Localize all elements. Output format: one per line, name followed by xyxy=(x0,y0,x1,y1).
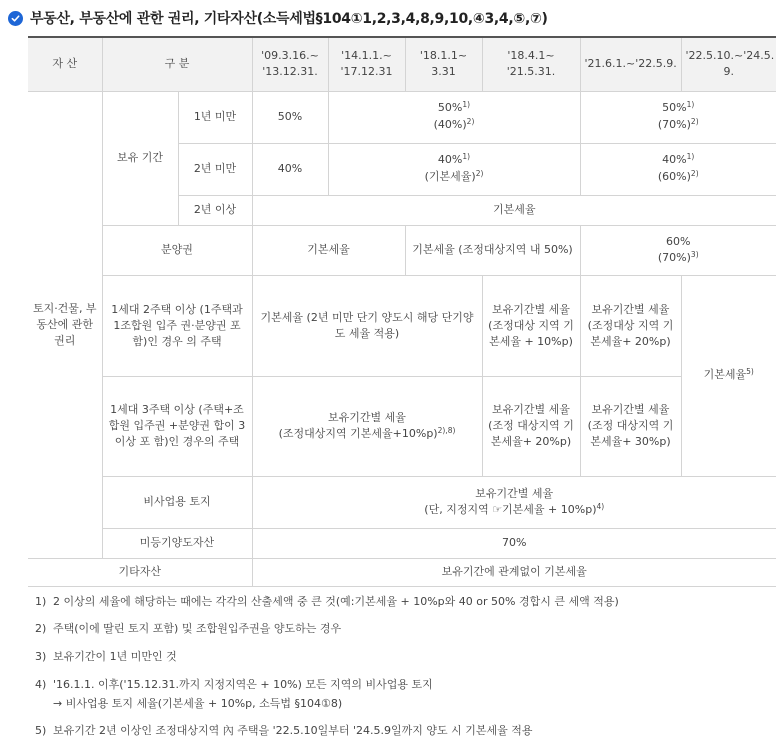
row-under-1-year xyxy=(28,91,776,143)
row-two-houses xyxy=(28,275,776,376)
presale-period3: 60% $(70\%)^{3)}$ xyxy=(580,225,776,275)
header-asset: 자 산 xyxy=(28,37,102,91)
header-period-2: '14.1.1.~ '17.12.31 xyxy=(328,37,405,91)
check-circle-icon xyxy=(8,11,23,26)
under2-label: 2년 미만 xyxy=(178,143,252,195)
nonbiz-label: 비사업용 토지 xyxy=(102,476,252,528)
footnote-5: 5) 보유기간 2년 이상인 조정대상지역 內 주택을 '22.5.10일부터 '24.5.9일까지 양도 시 기본세율 적용 xyxy=(35,724,533,737)
house3-label: 1세대 3주택 이상 (주택+조합원 입주권 +분양권 합이 3이상 포 함)인 경우의 주택 xyxy=(102,376,252,476)
house2-period1: 기본세율 (2년 미만 단기 양도시 해당 단기양도 세율 적용) xyxy=(252,275,482,376)
footnote-2: 2) 주택(이에 딸린 토지 포함) 및 조합원입주권을 양도하는 경우 xyxy=(35,622,342,635)
table-header-row xyxy=(28,37,776,91)
holding-period-label: 보유 기간 xyxy=(102,91,178,225)
other-value: 보유기간에 관계없이 기본세율 xyxy=(252,558,776,586)
house2-period2: 보유기간별 세율 (조정대상 지역 기본세율 + 10%p) xyxy=(482,275,580,376)
under2-period1: 40% xyxy=(252,143,328,195)
under2-period3: 40%$^{1)}$ $(60\%)^{2)}$ xyxy=(580,143,776,195)
house3-period1: 보유기간별 세율 (조정대상지역 기본세율+10%p)$^{2),8)}$ xyxy=(252,376,482,476)
presale-period2: 기본세율 (조정대상지역 내 50%) xyxy=(405,225,580,275)
under1-period1: 50% xyxy=(252,91,328,143)
over2-value: 기본세율 xyxy=(252,195,776,225)
over2-label: 2년 이상 xyxy=(178,195,252,225)
unregistered-value: 70% xyxy=(252,528,776,558)
header-category: 구 분 xyxy=(102,37,252,91)
header-period-5: '21.6.1.~'22.5.9. xyxy=(580,37,681,91)
header-period-4: '18.4.1~ '21.5.31. xyxy=(482,37,580,91)
header-period-3: '18.1.1~ 3.31 xyxy=(405,37,482,91)
row-other-assets xyxy=(28,558,776,586)
house2-label: 1세대 2주택 이상 (1주택과 1조합원 입주 권·분양권 포함)인 경우 의 주택 xyxy=(102,275,252,376)
house3-period2: 보유기간별 세율 (조정 대상지역 기본세율+ 20%p) xyxy=(482,376,580,476)
nonbiz-value: 보유기간별 세율 (단, 지정지역 ☞기본세율 + 10%p)$^{4)}$ xyxy=(252,476,776,528)
unregistered-label: 미등기양도자산 xyxy=(102,528,252,558)
under1-label: 1년 미만 xyxy=(178,91,252,143)
title-text: 부동산, 부동산에 관한 권리, 기타자산(소득세법§104①1,2,3,4,8,9,10,④3,4,⑤,⑦) xyxy=(30,11,548,27)
row-unregistered xyxy=(28,528,776,558)
header-period-6: '22.5.10.~'24.5. 9. xyxy=(681,37,776,91)
under2-period2: 40%$^{1)}$ (기본세율)$^{2)}$ xyxy=(328,143,580,195)
section-title xyxy=(8,6,548,30)
footnote-4: 4) '16.1.1. 이후('15.12.31.까지 지정지역은 + 10%) 모든 지역의 비사업용 토지 → 비사업용 토지 세율(기본세율 + 10%p, 소득법 §104①8) xyxy=(35,678,433,710)
header-period-1: '09.3.16.~ '13.12.31. xyxy=(252,37,328,91)
other-label: 기타자산 xyxy=(28,558,252,586)
house-period4: 기본세율$^{5)}$ xyxy=(681,275,776,476)
house3-period3: 보유기간별 세율(조정 대상지역 기본세율+ 30%p) xyxy=(580,376,681,476)
row-presale-right xyxy=(28,225,776,275)
under1-period2: 50%$^{1)}$ $(40\%)^{2)}$ xyxy=(328,91,580,143)
asset-land-building: 토지·건물, 부동산에 관한 권리 xyxy=(28,91,102,558)
presale-period1: 기본세율 xyxy=(252,225,405,275)
presale-label: 분양권 xyxy=(102,225,252,275)
row-three-houses xyxy=(28,376,776,476)
footnote-3: 3) 보유기간이 1년 미만인 것 xyxy=(35,650,177,663)
row-nonbusiness-land xyxy=(28,476,776,528)
tax-rate-table xyxy=(28,36,776,587)
under1-period3: 50%$^{1)}$ $(70\%)^{2)}$ xyxy=(580,91,776,143)
footnote-1: 1) 2 이상의 세율에 해당하는 때에는 각각의 산출세액 중 큰 것(예:기본세율 + 10%p와 40 or 50% 경합시 큰 세액 적용) xyxy=(35,595,619,608)
house2-period3: 보유기간별 세율 (조정대상 지역 기본세율+ 20%p) xyxy=(580,275,681,376)
